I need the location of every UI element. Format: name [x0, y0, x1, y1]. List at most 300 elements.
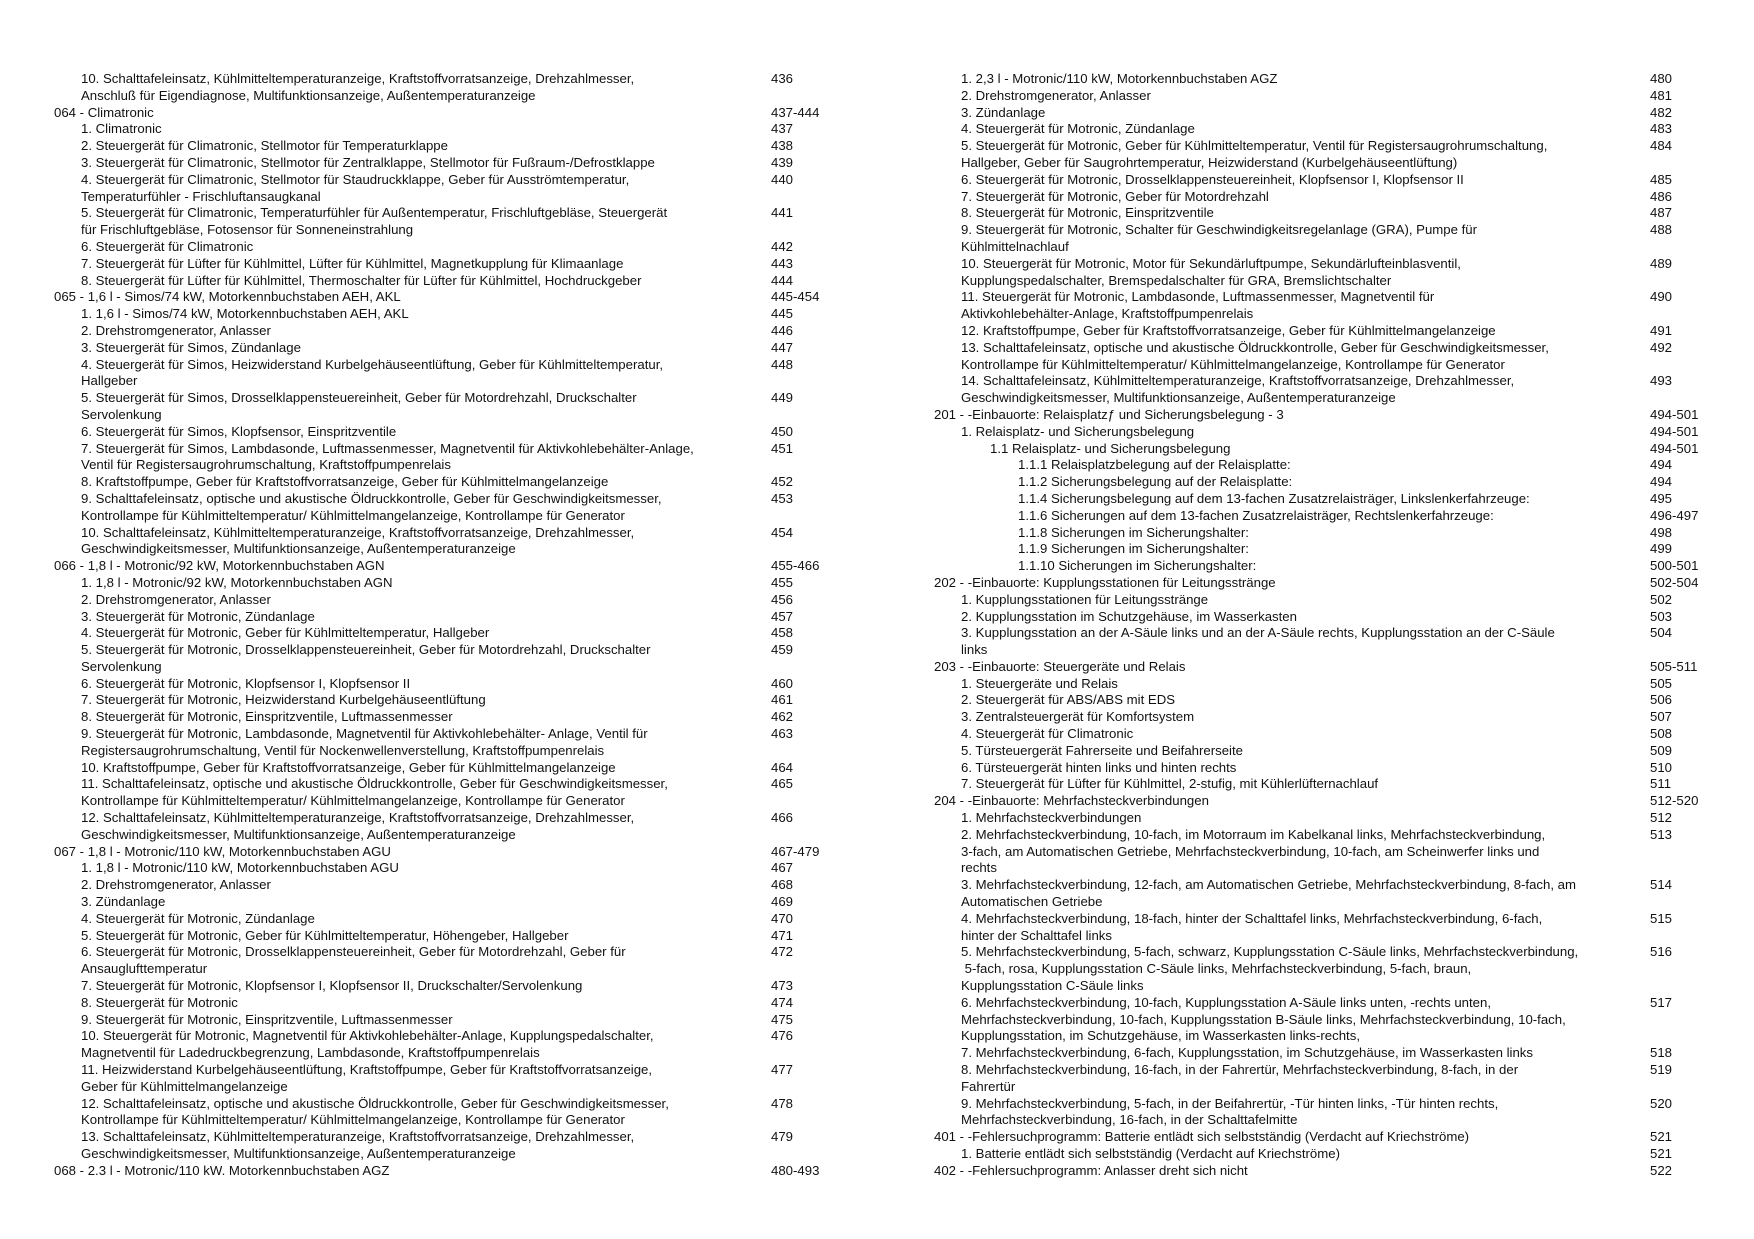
toc-page-number: 517	[1650, 994, 1673, 1010]
toc-entry-text: 8. Steuergerät für Lüfter für Kühlmittel, Thermoschalter für Lüfter für Kühlmittel, Hochdruckgeber	[81, 272, 642, 288]
toc-subentry	[54, 944, 794, 978]
toc-page-number: 473	[771, 978, 794, 994]
toc-subentry	[934, 490, 1673, 508]
toc-entry-text: 5. Steuergerät für Simos, Drosselklappensteuereinheit, Geber für Motordrehzahl, Druckschalter	[81, 390, 637, 406]
toc-page-number: 494	[1650, 457, 1673, 473]
toc-page-number: 460	[771, 675, 794, 691]
toc-subentry	[54, 910, 794, 928]
toc-page-number: 496-497	[1650, 507, 1699, 523]
toc-entry-text: 1. 1,8 l - Motronic/110 kW, Motorkennbuchstaben AGU	[81, 860, 399, 876]
toc-subentry	[934, 1095, 1673, 1130]
toc-entry-text: Kupplungspedalschalter, Bremspedalschalter für GRA, Bremslichtschalter	[961, 272, 1392, 288]
toc-entry-text: 9. Steuergerät für Motronic, Einspritzventile, Luftmassenmesser	[81, 1011, 453, 1027]
toc-subentry	[934, 944, 1673, 994]
toc-page-number: 441	[771, 205, 794, 221]
toc-entry-text: 8. Steuergerät für Motronic, Einspritzventile, Luftmassenmesser	[81, 709, 453, 725]
toc-subentry	[54, 306, 794, 323]
toc-page-number: 453	[771, 490, 794, 506]
toc-chapter-entry	[54, 104, 820, 122]
toc-entry-text: 1. 1,6 l - Simos/74 kW, Motorkennbuchstaben AEH, AKL	[81, 306, 409, 322]
toc-entry-text: 202 - -Einbauorte: Kupplungsstationen für Leitungsstränge	[934, 574, 1276, 590]
toc-subentry	[934, 625, 1673, 659]
toc-page-number: 506	[1650, 692, 1673, 708]
toc-entry-text: 1.1 Relaisplatz- und Sicherungsbelegung	[990, 440, 1231, 456]
toc-subentry	[54, 121, 794, 138]
toc-entry-text: 3. Steuergerät für Motronic, Zündanlage	[81, 608, 315, 624]
toc-entry-text: 9. Steuergerät für Motronic, Lambdasonde, Magnetventil für Aktivkohlebehälter- Anlage, Ventil für	[81, 726, 648, 742]
toc-page-number: 459	[771, 642, 794, 658]
toc-page-number: 465	[771, 776, 794, 792]
toc-entry-text: 2. Drehstromgenerator, Anlasser	[961, 87, 1151, 103]
toc-entry-text: 2. Mehrfachsteckverbindung, 10-fach, im Motorraum im Kabelkanal links, Mehrfachsteckverbindung,	[961, 826, 1546, 842]
toc-page-number: 437-444	[771, 104, 820, 120]
toc-entry-text: 9. Schalttafeleinsatz, optische und akustische Öldruckkontrolle, Geber für Geschwindigkeitsmesser,	[81, 490, 662, 506]
toc-entry-text: 6. Steuergerät für Motronic, Drosselklappensteuereinheit, Geber für Motordrehzahl, Geber für	[81, 944, 626, 960]
toc-subentry	[54, 894, 794, 911]
toc-page-number: 521	[1650, 1146, 1673, 1161]
toc-entry-text: Magnetventil für Ladedruckbegrenzung, Lambdasonde, Kraftstoffpumpenrelais	[81, 1045, 540, 1061]
toc-subentry	[934, 87, 1673, 105]
toc-entry-text: Temperaturfühler - Frischluftansaugkanal	[81, 188, 321, 204]
toc-subentry	[934, 457, 1673, 474]
toc-subentry	[54, 625, 794, 642]
toc-page-number: 495	[1650, 490, 1673, 506]
toc-entry-text: 1. Mehrfachsteckverbindungen	[961, 810, 1142, 826]
toc-entry-text: 7. Steuergerät für Motronic, Heizwiderstand Kurbelgehäuseentlüftung	[81, 692, 486, 708]
toc-page-number: 478	[771, 1095, 794, 1111]
toc-entry-text: 5. Türsteuergerät Fahrerseite und Beifahrerseite	[961, 742, 1243, 758]
toc-page-number: 512-520	[1650, 793, 1699, 809]
toc-entry-text: für Frischluftgebläse, Fotosensor für Sonneneinstrahlung	[81, 222, 414, 238]
toc-page-number: 498	[1650, 524, 1673, 540]
toc-entry-text: 11. Heizwiderstand Kurbelgehäuseentlüftung, Kraftstoffpumpe, Geber für Kraftstoffvorratsanzeige,	[81, 1062, 653, 1078]
toc-entry-text: 3. Zentralsteuergerät für Komfortsystem	[961, 709, 1195, 725]
toc-subentry	[54, 1028, 794, 1062]
toc-page-number: 515	[1650, 910, 1673, 926]
toc-page-number: 488	[1650, 222, 1673, 238]
toc-subentry	[54, 860, 794, 877]
toc-subentry	[934, 692, 1673, 709]
toc-entry-text: 201 - -Einbauorte: Relaisplatzƒ und Sicherungsbelegung - 3	[934, 406, 1284, 422]
toc-page-number: 513	[1650, 826, 1673, 842]
toc-subentry	[934, 474, 1673, 491]
toc-entry-text: Registersaugrohrumschaltung, Ventil für Nockenwellenverstellung, Kraftstoffpumpenrelais	[81, 742, 605, 758]
toc-page-number: 487	[1650, 205, 1673, 221]
toc-entry-text: 5. Steuergerät für Climatronic, Temperaturfühler für Außentemperatur, Frischluftgebläse, Steuergerät	[81, 205, 668, 221]
toc-entry-text: Geschwindigkeitsmesser, Multifunktionsanzeige, Außentemperaturanzeige	[81, 826, 516, 842]
toc-subentry	[934, 255, 1673, 290]
toc-page-number: 475	[771, 1011, 794, 1027]
toc-entry-text: 8. Kraftstoffpumpe, Geber für Kraftstoffvorratsanzeige, Geber für Kühlmittelmangelanzeige	[81, 474, 609, 490]
toc-page-number: 446	[771, 322, 794, 338]
toc-subentry	[934, 675, 1673, 693]
toc-entry-text: Geschwindigkeitsmesser, Multifunktionsanzeige, Außentemperaturanzeige	[81, 541, 516, 557]
toc-entry-text: Geber für Kühlmittelmangelanzeige	[81, 1078, 288, 1094]
toc-page-number: 445-454	[771, 289, 820, 305]
toc-subentry	[54, 255, 794, 273]
toc-entry-text: 14. Schalttafeleinsatz, Kühlmitteltemperaturanzeige, Kraftstoffvorratsanzeige, Drehzahlmesser,	[961, 373, 1515, 389]
toc-entry-text: Ansauglufttemperatur	[81, 961, 208, 977]
toc-page-number: 462	[771, 709, 794, 725]
toc-entry-text: 1. Steuergeräte und Relais	[961, 675, 1118, 691]
toc-subentry	[54, 474, 794, 491]
toc-page-number: 447	[771, 339, 794, 355]
toc-entry-text: 3. Mehrfachsteckverbindung, 12-fach, am Automatischen Getriebe, Mehrfachsteckverbindung, 8-fach, am	[961, 877, 1577, 893]
toc-entry-text: 11. Schalttafeleinsatz, optische und akustische Öldruckkontrolle, Geber für Geschwindigkeitsmesser,	[81, 776, 668, 792]
toc-entry-text: 203 - -Einbauorte: Steuergeräte und Relais	[934, 658, 1186, 674]
toc-subentry	[934, 1045, 1673, 1062]
toc-subentry	[934, 591, 1673, 609]
toc-subentry	[54, 709, 794, 726]
toc-subentry	[934, 759, 1673, 777]
toc-page-number: 505-511	[1650, 658, 1698, 674]
toc-entry-text: 2. Drehstromgenerator, Anlasser	[81, 591, 271, 607]
toc-page-number: 486	[1650, 188, 1673, 204]
toc-subentry	[934, 289, 1673, 323]
toc-page-number: 439	[771, 154, 794, 170]
toc-entry-text: Ventil für Registersaugrohrumschaltung, Kraftstoffpumpenrelais	[81, 457, 451, 473]
toc-entry-text: Mehrfachsteckverbindung, 10-fach, Kupplungsstation B-Säule links, Mehrfachsteckverbindung, 10-fach,	[961, 1011, 1566, 1027]
toc-subentry	[934, 877, 1673, 911]
toc-entry-text: 7. Steuergerät für Motronic, Klopfsensor I, Klopfsensor II, Druckschalter/Servolenkung	[81, 978, 583, 994]
toc-subentry	[54, 440, 794, 475]
toc-entry-text: 4. Steuergerät für Simos, Heizwiderstand Kurbelgehäuseentlüftung, Geber für Kühlmitteltemperatur,	[81, 356, 664, 372]
toc-page-number: 479	[771, 1129, 794, 1145]
toc-entry-text: Aktivkohlebehälter-Anlage, Kraftstoffpumpenrelais	[961, 306, 1254, 322]
toc-entry-text: 402 - -Fehlersuchprogramm: Anlasser dreht sich nicht	[934, 1162, 1248, 1178]
toc-subentry	[934, 440, 1699, 458]
toc-page-number: 470	[771, 910, 794, 926]
toc-subentry	[54, 927, 794, 945]
toc-page-number: 442	[771, 238, 794, 254]
toc-page-number: 512	[1650, 810, 1673, 826]
toc-entry-text: 4. Mehrfachsteckverbindung, 18-fach, hinter der Schalttafel links, Mehrfachsteckverbindung, 6-fach,	[961, 910, 1543, 926]
toc-chapter-entry	[934, 406, 1699, 424]
toc-entry-text: 1.1.4 Sicherungsbelegung auf dem 13-fachen Zusatzrelaisträger, Linkslenkerfahrzeuge:	[1018, 490, 1530, 506]
toc-entry-text: 2. Steuergerät für Climatronic, Stellmotor für Temperaturklappe	[81, 138, 448, 154]
toc-page-number: 472	[771, 944, 794, 960]
toc-subentry	[934, 608, 1673, 626]
toc-page-number: 482	[1650, 104, 1673, 120]
toc-page-number: 454	[771, 524, 794, 540]
toc-entry-text: 401 - -Fehlersuchprogramm: Batterie entlädt sich selbstständig (Verdacht auf Kriechströme)	[934, 1129, 1470, 1145]
toc-entry-text: Kontrollampe für Kühlmitteltemperatur/ Kühlmittelmangelanzeige, Kontrollampe für Generator	[81, 1112, 625, 1128]
toc-page-number: 440	[771, 171, 794, 187]
toc-subentry	[54, 978, 794, 995]
toc-page-number: 466	[771, 810, 794, 826]
toc-page-number: 499	[1650, 541, 1673, 557]
toc-entry-text: 1. 2,3 l - Motronic/110 kW, Motorkennbuchstaben AGZ	[961, 71, 1278, 86]
toc-page-number: 480	[1650, 71, 1673, 86]
toc-right-column	[934, 71, 1699, 1180]
toc-page-number: 463	[771, 726, 794, 742]
toc-page-number: 516	[1650, 944, 1673, 960]
toc-entry-text: 4. Steuergerät für Climatronic	[961, 726, 1134, 742]
toc-subentry	[934, 910, 1673, 945]
toc-entry-text: 064 - Climatronic	[54, 104, 154, 120]
toc-subentry	[54, 322, 794, 340]
toc-page-number: 491	[1650, 322, 1673, 338]
toc-page-number: 503	[1650, 608, 1673, 624]
toc-subentry	[54, 138, 794, 155]
toc-entry-text: 12. Kraftstoffpumpe, Geber für Kraftstoffvorratsanzeige, Geber für Kühlmittelmangelanzeige	[961, 322, 1496, 338]
toc-subentry	[54, 608, 794, 626]
toc-chapter-entry	[54, 1162, 820, 1180]
toc-entry-text: Kontrollampe für Kühlmitteltemperatur/ Kühlmittelmangelanzeige, Kontrollampe für Generator	[81, 793, 625, 809]
toc-subentry	[54, 1062, 794, 1096]
toc-page-number: 458	[771, 625, 794, 641]
toc-entry-text: links	[961, 642, 988, 658]
toc-subentry	[934, 188, 1673, 206]
toc-subentry	[54, 238, 794, 256]
toc-entry-text: 1.1.6 Sicherungen auf dem 13-fachen Zusatzrelaisträger, Rechtslenkerfahrzeuge:	[1018, 507, 1494, 523]
toc-subentry	[54, 726, 794, 760]
toc-page-number: 476	[771, 1028, 794, 1044]
toc-entry-text: 2. Drehstromgenerator, Anlasser	[81, 322, 271, 338]
toc-entry-text: 12. Schalttafeleinsatz, Kühlmitteltemperaturanzeige, Kraftstoffvorratsanzeige, Drehzahlmesser,	[81, 810, 635, 826]
toc-page-number: 485	[1650, 171, 1673, 187]
toc-page-number: 477	[771, 1062, 794, 1078]
toc-subentry	[934, 222, 1673, 256]
toc-subentry	[934, 541, 1673, 558]
toc-page-number: 492	[1650, 339, 1673, 355]
toc-subentry	[54, 591, 794, 609]
toc-entry-text: Servolenkung	[81, 406, 162, 422]
toc-entry-text: rechts	[961, 860, 997, 876]
toc-page-number: 494-501	[1650, 423, 1699, 439]
toc-entry-text: 1.1.9 Sicherungen im Sicherungshalter:	[1018, 541, 1249, 557]
toc-entry-text: 3. Steuergerät für Simos, Zündanlage	[81, 339, 301, 355]
toc-page-number: 471	[771, 927, 794, 943]
toc-entry-text: 7. Steuergerät für Lüfter für Kühlmittel, Lüfter für Kühlmittel, Magnetkupplung für Klimaanlage	[81, 255, 624, 271]
toc-entry-text: 6. Steuergerät für Motronic, Drosselklappensteuereinheit, Klopfsensor I, Klopfsensor II	[961, 171, 1464, 187]
toc-page-number: 505	[1650, 675, 1673, 691]
toc-entry-text: Kupplungsstation C-Säule links	[961, 978, 1144, 994]
toc-page-number: 449	[771, 390, 794, 406]
toc-entry-text: 7. Mehrfachsteckverbindung, 6-fach, Kupplungsstation, im Schutzgehäuse, im Wasserkasten links	[961, 1045, 1533, 1061]
toc-entry-text: Fahrertür	[961, 1078, 1016, 1094]
toc-chapter-entry	[934, 1129, 1673, 1146]
toc-chapter-entry	[934, 658, 1698, 676]
toc-page-number: 451	[771, 440, 794, 456]
toc-page-number: 469	[771, 894, 794, 910]
toc-page-number: 502-504	[1650, 574, 1699, 590]
toc-page-number: 521	[1650, 1129, 1673, 1145]
toc-entry-text: 6. Steuergerät für Motronic, Klopfsensor I, Klopfsensor II	[81, 675, 411, 691]
toc-subentry	[54, 692, 794, 709]
toc-entry-text: 7. Steuergerät für Simos, Lambdasonde, Luftmassenmesser, Magnetventil für Aktivkohlebehälter-Anlage,	[81, 440, 694, 456]
toc-subentry	[54, 759, 794, 777]
toc-entry-text: 6. Mehrfachsteckverbindung, 10-fach, Kupplungsstation A-Säule links unten, -rechts unten,	[961, 994, 1492, 1010]
toc-page-number: 484	[1650, 138, 1673, 154]
toc-entry-text: 13. Schalttafeleinsatz, optische und akustische Öldruckkontrolle, Geber für Geschwindigkeitsmesser,	[961, 339, 1549, 355]
toc-entry-text: 10. Schalttafeleinsatz, Kühlmitteltemperaturanzeige, Kraftstoffvorratsanzeige, Drehzahlmesser,	[81, 71, 635, 86]
toc-page-number: 483	[1650, 121, 1673, 137]
toc-page-number: 519	[1650, 1062, 1673, 1078]
toc-page-number: 467-479	[771, 843, 820, 859]
toc-subentry	[934, 826, 1673, 877]
toc-entry-text: 10. Steuergerät für Motronic, Motor für Sekundärluftpumpe, Sekundärlufteinblasventil,	[961, 255, 1461, 271]
toc-entry-text: 1. Relaisplatz- und Sicherungsbelegung	[961, 423, 1195, 439]
toc-entry-text: 10. Kraftstoffpumpe, Geber für Kraftstoffvorratsanzeige, Geber für Kühlmittelmangelanzeige	[81, 759, 616, 775]
toc-entry-text: 3-fach, am Automatischen Getriebe, Mehrfachsteckverbindung, 10-fach, am Scheinwerfer links und	[961, 843, 1540, 859]
toc-entry-text: 11. Steuergerät für Motronic, Lambdasonde, Luftmassenmesser, Magnetventil für	[961, 289, 1435, 305]
toc-page-number: 500-501	[1650, 558, 1699, 574]
toc-page-number: 518	[1650, 1045, 1673, 1061]
toc-entry-text: 3. Kupplungsstation an der A-Säule links und an der A-Säule rechts, Kupplungsstation an der C-Säule	[961, 625, 1555, 641]
toc-entry-text: Kupplungsstation, im Schutzgehäuse, im Wasserkasten links-rechts,	[961, 1028, 1360, 1044]
toc-page-number: 494-501	[1650, 406, 1699, 422]
toc-page-number: 457	[771, 608, 794, 624]
toc-entry-text: 5. Steuergerät für Motronic, Drosselklappensteuereinheit, Geber für Motordrehzahl, Druckschalter	[81, 642, 651, 658]
toc-entry-text: Geschwindigkeitsmesser, Multifunktionsanzeige, Außentemperaturanzeige	[961, 390, 1396, 406]
toc-page-number: 490	[1650, 289, 1673, 305]
toc-subentry	[54, 390, 794, 424]
toc-page-number: 445	[771, 306, 794, 322]
toc-page-number: 493	[1650, 373, 1673, 389]
toc-subentry	[54, 994, 794, 1012]
toc-entry-text: 6. Steuergerät für Simos, Klopfsensor, Einspritzventile	[81, 423, 397, 439]
toc-subentry	[54, 205, 794, 239]
toc-subentry	[54, 171, 794, 206]
toc-subentry	[934, 810, 1673, 827]
toc-subentry	[54, 272, 794, 290]
toc-page-number: 437	[771, 121, 794, 137]
toc-entry-text: 10. Schalttafeleinsatz, Kühlmitteltemperaturanzeige, Kraftstoffvorratsanzeige, Drehzahlmesser,	[81, 524, 635, 540]
toc-entry-text: 6. Türsteuergerät hinten links und hinten rechts	[961, 759, 1237, 775]
toc-entry-text: Kontrollampe für Kühlmitteltemperatur/ Kühlmittelmangelanzeige, Kontrollampe für Generator	[81, 507, 625, 523]
toc-subentry	[934, 339, 1673, 374]
toc-entry-text: 1. Climatronic	[81, 121, 162, 137]
toc-page-number: 522	[1650, 1162, 1673, 1178]
toc-entry-text: 1. Batterie entlädt sich selbstständig (Verdacht auf Kriechströme)	[961, 1146, 1340, 1161]
toc-page-number: 502	[1650, 591, 1673, 607]
toc-subentry	[934, 373, 1673, 407]
toc-entry-text: 7. Steuergerät für Motronic, Geber für Motordrehzahl	[961, 188, 1269, 204]
toc-entry-text: 3. Steuergerät für Climatronic, Stellmotor für Zentralklappe, Stellmotor für Fußraum-/Defrostklappe	[81, 154, 655, 170]
toc-subentry	[54, 1129, 794, 1163]
toc-entry-text: 1.1.1 Relaisplatzbelegung auf der Relaisplatte:	[1018, 457, 1291, 473]
toc-entry-text: 1.1.2 Sicherungsbelegung auf der Relaisplatte:	[1018, 474, 1293, 490]
toc-entry-text: Kühlmittelnachlauf	[961, 238, 1069, 254]
toc-entry-text: Anschluß für Eigendiagnose, Multifunktionsanzeige, Außentemperaturanzeige	[81, 87, 536, 103]
toc-page-number: 464	[771, 759, 794, 775]
toc-entry-text: 2. Steuergerät für ABS/ABS mit EDS	[961, 692, 1176, 708]
toc-subentry	[934, 205, 1673, 222]
toc-page-number: 480-493	[771, 1162, 820, 1178]
toc-chapter-entry	[54, 289, 820, 306]
toc-entry-text: 13. Schalttafeleinsatz, Kühlmitteltemperaturanzeige, Kraftstoffvorratsanzeige, Drehzahlmesser,	[81, 1129, 635, 1145]
toc-subentry	[934, 726, 1673, 743]
toc-page-number: 514	[1650, 877, 1673, 893]
toc-page-number: 494	[1650, 474, 1673, 490]
toc-entry-text: 8. Mehrfachsteckverbindung, 16-fach, in der Fahrertür, Mehrfachsteckverbindung, 8-fach, in der	[961, 1062, 1519, 1078]
toc-entry-text: 3. Zündanlage	[961, 104, 1046, 120]
toc-entry-text: 5. Steuergerät für Motronic, Geber für Kühlmitteltemperatur, Ventil für Registersaugrohrumschaltung,	[961, 138, 1548, 154]
toc-page-number: 474	[771, 994, 794, 1010]
toc-page-number: 511	[1650, 776, 1672, 792]
toc-entry-text: Kontrollampe für Kühlmitteltemperatur/ Kühlmittelmangelanzeige, Kontrollampe für Generator	[961, 356, 1505, 372]
toc-entry-text: 4. Steuergerät für Motronic, Zündanlage	[81, 910, 315, 926]
toc-subentry	[934, 1062, 1673, 1096]
toc-page-number: 448	[771, 356, 794, 372]
toc-subentry	[54, 776, 794, 810]
toc-entry-text: 4. Steuergerät für Climatronic, Stellmotor für Staudruckklappe, Geber für Ausströmtemperatur,	[81, 171, 630, 187]
toc-page-number: 452	[771, 474, 794, 490]
toc-page-number: 494-501	[1650, 440, 1699, 456]
toc-subentry	[54, 356, 794, 391]
toc-entry-text: 8. Steuergerät für Motronic, Einspritzventile	[961, 205, 1214, 221]
toc-entry-text: Hallgeber, Geber für Saugrohrtemperatur, Heizwiderstand (Kurbelgehäuseentlüftung)	[961, 154, 1458, 170]
toc-page-number: 436	[771, 71, 794, 86]
toc-page-number: 504	[1650, 625, 1673, 641]
toc-subentry	[54, 1011, 794, 1029]
toc-subentry	[54, 810, 794, 844]
toc-subentry	[54, 339, 794, 357]
toc-entry-text: 10. Steuergerät für Motronic, Magnetventil für Aktivkohlebehälter-Anlage, Kupplungspedalschalter,	[81, 1028, 654, 1044]
toc-subentry	[934, 171, 1673, 189]
toc-entry-text: hinter der Schalttafel links	[961, 927, 1112, 943]
toc-entry-text: Geschwindigkeitsmesser, Multifunktionsanzeige, Außentemperaturanzeige	[81, 1146, 516, 1161]
toc-left-column	[54, 71, 820, 1180]
toc-chapter-entry	[934, 793, 1699, 810]
toc-subentry	[934, 709, 1673, 726]
toc-subentry	[934, 524, 1673, 542]
toc-entry-text: 066 - 1,8 l - Motronic/92 kW, Motorkennbuchstaben AGN	[54, 558, 385, 574]
toc-entry-text: 6. Steuergerät für Climatronic	[81, 238, 254, 254]
toc-page-number: 481	[1650, 87, 1673, 103]
toc-page-number: 468	[771, 877, 794, 893]
toc-entry-text: 5-fach, rosa, Kupplungsstation C-Säule links, Mehrfachsteckverbindung, 5-fach, braun,	[961, 961, 1472, 977]
toc-page-number: 508	[1650, 726, 1673, 742]
toc-subentry	[54, 642, 794, 676]
toc-subentry	[934, 322, 1673, 340]
toc-subentry	[934, 71, 1673, 88]
toc-entry-text: Mehrfachsteckverbindung, 16-fach, in der Schalttafelmitte	[961, 1112, 1298, 1128]
toc-entry-text: 5. Steuergerät für Motronic, Geber für Kühlmitteltemperatur, Höhengeber, Hallgeber	[81, 927, 569, 943]
toc-page-number: 489	[1650, 255, 1673, 271]
toc-chapter-entry	[54, 558, 820, 575]
toc-page-number: 450	[771, 423, 794, 439]
toc-entry-text: 4. Steuergerät für Motronic, Zündanlage	[961, 121, 1195, 137]
toc-entry-text: Automatischen Getriebe	[961, 894, 1103, 910]
toc-entry-text: 068 - 2.3 l - Motronic/110 kW. Motorkennbuchstaben AGZ	[54, 1162, 390, 1178]
toc-entry-text: 1. 1,8 l - Motronic/92 kW, Motorkennbuchstaben AGN	[81, 574, 393, 590]
toc-subentry	[54, 524, 794, 559]
toc-entry-text: 1.1.10 Sicherungen im Sicherungshalter:	[1018, 558, 1257, 574]
toc-page-number: 443	[771, 255, 794, 271]
toc-entry-text: 1. Kupplungsstationen für Leitungsstränge	[961, 591, 1209, 607]
toc-page-number: 467	[771, 860, 794, 876]
toc-page-number: 456	[771, 591, 794, 607]
toc-subentry	[934, 776, 1672, 793]
toc-entry-text: 9. Steuergerät für Motronic, Schalter für Geschwindigkeitsregelanlage (GRA), Pumpe für	[961, 222, 1478, 238]
toc-page-number: 455-466	[771, 558, 820, 574]
toc-chapter-entry	[934, 1162, 1673, 1180]
toc-entry-text: 3. Zündanlage	[81, 894, 166, 910]
toc-page-number: 510	[1650, 759, 1673, 775]
toc-page-number: 461	[771, 692, 794, 708]
toc-subentry	[54, 154, 794, 172]
toc-subentry	[54, 490, 794, 525]
toc-page-number: 455	[771, 574, 794, 590]
toc-page-number: 520	[1650, 1095, 1673, 1111]
toc-entry-text: 7. Steuergerät für Lüfter für Kühlmittel, 2-stufig, mit Kühlerlüfternachlauf	[961, 776, 1379, 792]
toc-subentry	[934, 423, 1699, 441]
toc-page-number: 444	[771, 272, 794, 288]
toc-entry-text: Hallgeber	[81, 373, 138, 389]
toc-subentry	[54, 675, 794, 693]
